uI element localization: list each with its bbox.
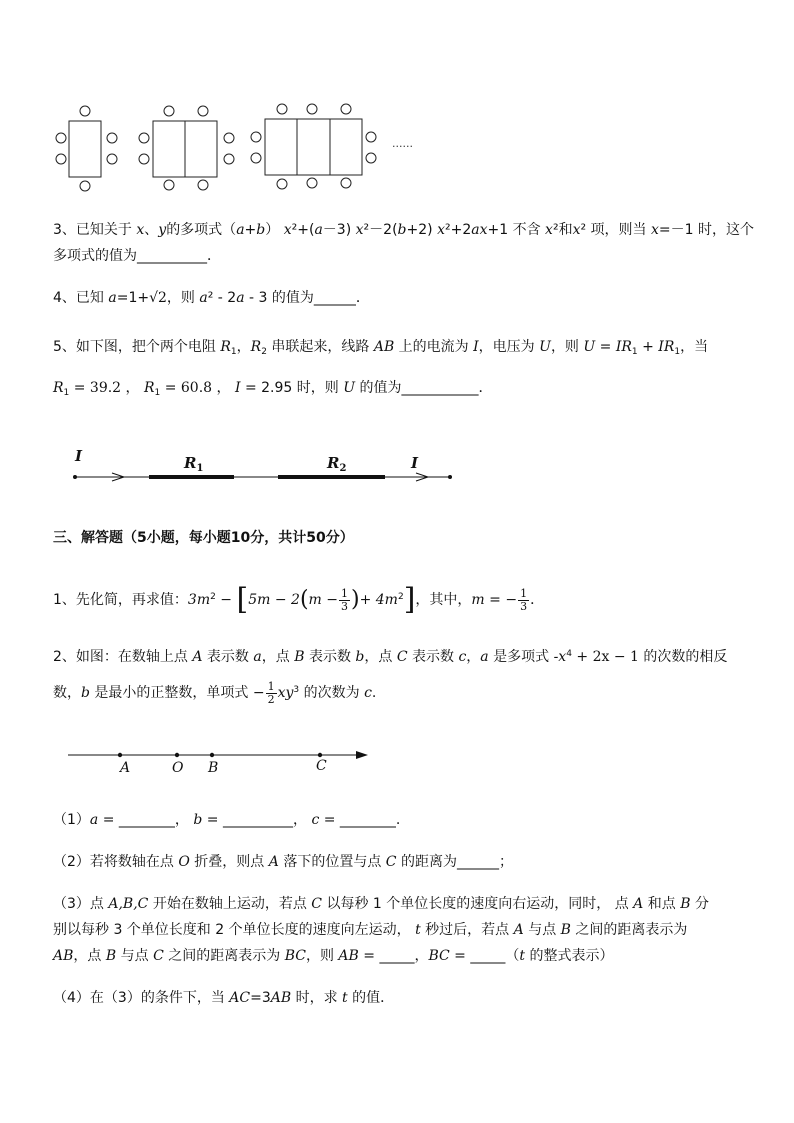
fraction-one-half: $\frac{1}{2}$ xyxy=(267,679,275,706)
sub-question-3-line-2: 别以每秒 3 个单位长度和 2 个单位长度的速度向左运动， t 秒过后，若点 A 与点 B 之间的距离表示为 xyxy=(53,922,688,938)
label-b: B xyxy=(208,760,219,776)
label-a: A xyxy=(120,760,131,776)
terminal-right xyxy=(448,475,452,479)
table-3 xyxy=(265,119,362,175)
svg-text:R2 xyxy=(326,454,346,474)
problem-1: 1、先化简，再求值：$3m^2 - [5m - 2(m$ − $\frac{1}{3}$ )+ $4m^2$]，其中，m = − $\frac{1}{3}$ ． xyxy=(53,582,545,617)
question-5-line-1: 5、如下图，把个两个电阻 $R_1$，$R_2$ 串联起来，线路 AB 上的电流为 I，电压为 U，则 $U = IR_1 + IR_1$，当 xyxy=(53,339,709,357)
point-b xyxy=(210,753,214,757)
r2-subscript: 2 xyxy=(339,463,347,474)
problem-2-line-1: 2、如图：在数轴上点 A 表示数 a，点 B 表示数 b，点 C 表示数 c，a 是多项式 $-x^4 + 2x - 1$ 的次数的相反 xyxy=(53,649,728,665)
number-line xyxy=(60,740,380,776)
sub-question-3-line-3: AB，点 B 与点 C 之间的距离表示为 BC，则 AB = _____，BC = _____（t 的整式表示） xyxy=(53,948,614,964)
sub-question-3-line-1: （3）点 A,B,C 开始在数轴上运动，若点 C 以每秒 1 个单位长度的速度向右运动，同时， 点 A 和点 B 分 xyxy=(53,896,709,912)
table-figures xyxy=(50,100,450,195)
arrow-icon xyxy=(356,751,368,759)
question-3-line-2: 多项式的值为__________． xyxy=(53,248,221,264)
continuation-dots: ······ xyxy=(392,140,413,153)
r1-label: R xyxy=(184,454,197,472)
point-a xyxy=(118,753,122,757)
terminal-left xyxy=(73,475,77,479)
r2-label: R xyxy=(327,454,340,472)
question-4: 4、已知 a=1+√2，则 a² - 2a - 3 的值为______． xyxy=(53,290,370,306)
fraction-one-third-2: $\frac{1}{3}$ xyxy=(520,586,528,613)
question-5-line-2: $R_1 = 39.2$ ， $R_1 = 60.8$ ， I = 2.95 时，则 U 的值为___________． xyxy=(53,380,493,398)
problem-2-line-2: 数，b 是最小的正整数，单项式 − $\frac{1}{2}$ $xy^3$ 的次数为 c. xyxy=(53,679,377,706)
svg-text:R1 xyxy=(183,454,203,474)
fraction-one-third: $\frac{1}{3}$ xyxy=(341,586,348,613)
sub-question-2: （2）若将数轴在点 O 折叠，则点 A 落下的位置与点 C 的距离为______； xyxy=(53,854,513,870)
question-3-line-1: 3、已知关于 x、y的多项式（a+b） x²+(a－3) x²－2(b+2) x²+2ax+1 不含 x²和x² 项，则当 x=－1 时，这个 xyxy=(53,222,754,238)
sub-question-4: （4）在（3）的条件下，当 AC=3AB 时，求 t 的值． xyxy=(53,990,395,1006)
current-label-right: I xyxy=(411,454,419,472)
point-c xyxy=(318,753,322,757)
table-1 xyxy=(69,121,101,177)
label-c: C xyxy=(316,758,327,774)
label-o: O xyxy=(172,760,184,776)
section-heading: 三、解答题（5小题，每小题10分，共计50分） xyxy=(53,530,354,546)
point-o xyxy=(175,753,179,757)
r1-subscript: 1 xyxy=(196,463,204,474)
current-label-left: I xyxy=(75,447,83,465)
circuit-diagram xyxy=(60,440,470,490)
sub-question-1: （1）a = ________， b = __________， c = ________. xyxy=(53,812,401,828)
